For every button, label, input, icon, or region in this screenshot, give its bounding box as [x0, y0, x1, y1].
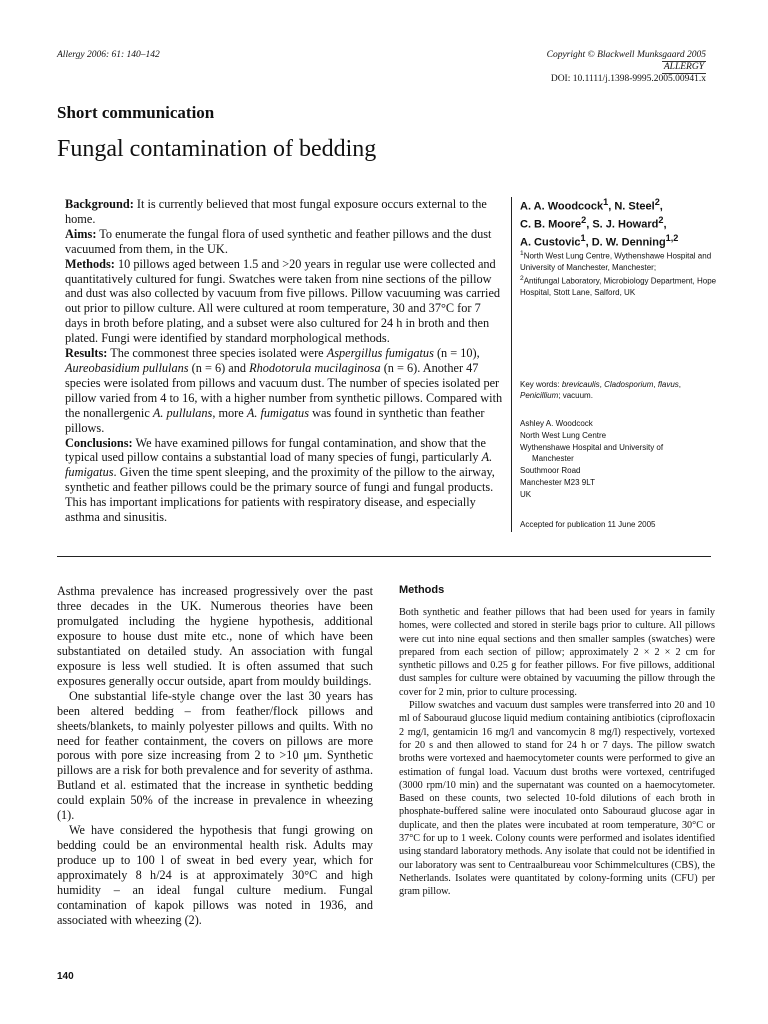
- aims-text: To enumerate the fungal flora of used synthetic and feather pillows and the dust vacuumed from them, in the UK.: [65, 226, 492, 256]
- keywords-label: Key words:: [520, 380, 560, 389]
- body-paragraph: One substantial life-style change over the last 30 years has been altered bedding – from feather/flock pillows and sheets/blankets, to mainly polyester pillows and quilts. With no need for feather containment, the covers on pillows are more porous with pore size increasing from 2 to >10 μm. Synthetic pillows are a risk for both prevalence and for severity of asthma. Butland et al. estimated that the increase in synthetic bedding could explain 50% of the increase in prevalence in wheezing (1).: [57, 688, 373, 823]
- address-line: UK: [520, 489, 532, 499]
- results-text: , more: [212, 405, 244, 420]
- affiliations: [520, 248, 720, 298]
- methods-heading: Methods: [399, 584, 445, 596]
- aff-sup: 2: [658, 214, 664, 225]
- keyword: Penicillium: [520, 391, 559, 401]
- abstract-aims: [65, 227, 505, 257]
- body-paragraph: Both synthetic and feather pillows that had been used for years in family homes, were collected and stored in sterile bags prior to culture. All pillows were cut into nine equal sections and then smaller samples (swatches) were prepared from each section of pillow; approximately 2 × 2 × 2 cm for synthetic pillows and 0.25 g for feather pillows. For five pillows, additional dust samples for culture were obtained by vacuuming the pillow through the cover for 2 min, prior to culture processing.: [399, 607, 715, 698]
- abstract-divider: [511, 197, 512, 532]
- address-line: Wythenshawe Hospital and University of: [520, 442, 664, 452]
- background-label: Background:: [65, 197, 134, 211]
- body-paragraph: Pillow swatches and vacuum dust samples were transferred into 20 and 10 ml of Sabouraud glucose liquid medium containing antibiotics (ciprofloxacin 2 mg/l, gentamicin 16 mg/l and vancomycin 8 mg/l) respectively, vortexed for 20 s and then allowed to stand for 24 h or 7 days. The pillow swatch broths were vortexed and haemocytometer counts were performed to give an estimation of fungal load. Vacuum dust broths were vortexed, centrifuged (3000 rpm/10 min) and the supernatant was counted on a haemocytometer. Based on these counts, two selected 10-fold dilutions of each broth in phosphate-buffered saline were inoculated onto Sabouraud glucose agar in duplicate, and then the plates were incubated at room temperature, 30°C or 37°C for up to 1 week. Colony counts were performed and isolates identified using standard laboratory methods. Any isolate that could not be identified in our laboratory was sent to Centraalbureau voor Schimmelcultures (CBS), the Netherlands. Isolates were quantitated by colony-forming units (CFU) per gram pillow.: [399, 700, 715, 898]
- authors: [520, 196, 720, 250]
- conclusions-label: Conclusions:: [65, 435, 133, 450]
- keyword: brevicaulis: [561, 380, 600, 389]
- correspondence-address: [520, 418, 720, 501]
- results-label: Results:: [65, 346, 108, 361]
- species-name: Aureobasidium pullulans: [65, 360, 189, 375]
- species-name: A. fumigatus: [65, 450, 493, 480]
- aff-sup: 1: [520, 250, 524, 257]
- aff-sup: 2: [520, 275, 524, 283]
- keyword: vacuum.: [562, 391, 593, 401]
- species-name: A. fumigatus: [246, 405, 309, 420]
- affiliation: North West Lung Centre, Wythenshawe Hospital and University of Manchester, Manchester;: [520, 251, 712, 272]
- abstract: [65, 197, 505, 525]
- keyword: Cladosporium: [604, 380, 654, 389]
- aims-label: Aims:: [65, 226, 97, 241]
- author-sep: ,: [659, 200, 663, 213]
- author: , S. J. Howard: [586, 218, 659, 231]
- species-name: Rhodotorula mucilaginosa: [249, 360, 381, 375]
- author: C. B. Moore: [520, 218, 582, 231]
- abstract-results: [65, 346, 505, 435]
- address-line: North West Lung Centre: [520, 430, 607, 440]
- results-text: (n = 10),: [436, 346, 480, 361]
- journal-header: [547, 50, 706, 85]
- aff-sup: 2: [654, 197, 660, 207]
- journal-name: ALLERGY: [663, 62, 704, 72]
- citation: Allergy 2006: 61: 140–142: [57, 50, 160, 60]
- aff-sup: 2: [581, 214, 587, 225]
- article-type: Short communication: [57, 103, 215, 122]
- page-number: 140: [57, 971, 74, 982]
- aff-sup: 1: [580, 232, 586, 243]
- copyright: Copyright © Blackwell Munksgaard 2005: [546, 50, 706, 60]
- article-title: Fungal contamination of bedding: [57, 136, 377, 162]
- conclusions-text: . Given the time spent sleeping, and the proximity of the pillow to the airway, synthetic and feather pillows could be the primary source of fungi and fungal products. This has important implications for patients with respiratory disease, and especially asthma and sinusitis.: [65, 465, 495, 525]
- body-column-right: [399, 606, 715, 899]
- species-name: A. pullulans: [152, 405, 213, 420]
- results-text: (n = 6). Another 47 species were isolated from pillows and vacuum dust. The number of species isolated per pillow varied from 4 to 16, with a higher number from synthetic pillows. Compared with the nonallergenic: [65, 360, 503, 420]
- author: A. Custovic: [520, 236, 581, 249]
- keywords: Key words: brevicaulis, Cladosporium, flavus, Penicillium; vacuum.: [520, 380, 682, 401]
- aff-sup: 1: [603, 197, 609, 207]
- background-text: It is currently believed that most fungal exposure occurs external to the home.: [65, 197, 487, 226]
- results-text: was found in synthetic than feather pillows.: [65, 405, 485, 435]
- section-rule: [57, 556, 711, 557]
- aff-sup: 1,2: [665, 232, 679, 243]
- body-column-left: [57, 584, 373, 928]
- body-paragraph: Asthma prevalence has increased progressively over the past three decades in the UK. Numerous theories have been promulgated including the hygiene hypothesis, additional exposure to house dust mite etc., none of which have been substantiated on detailed study. An association with fungal exposure is less well studied. It is often assumed that such exposures generally occur outside, apart from mouldy buildings.: [57, 584, 373, 688]
- affiliation: Antifungal Laboratory, Microbiology Department, Hope Hospital, Stott Lane, Salford, UK: [520, 276, 717, 297]
- abstract-background: [65, 197, 505, 227]
- address-line: Ashley A. Woodcock: [520, 419, 593, 428]
- species-name: Aspergillus fumigatus: [326, 346, 434, 361]
- methods-label: Methods:: [65, 256, 115, 271]
- results-text: (n = 6) and: [191, 360, 247, 375]
- doi: DOI: 10.1111/j.1398-9995.2005.00941.x: [550, 74, 706, 84]
- keyword: flavus: [657, 380, 679, 389]
- results-text: The commonest three species isolated were: [110, 346, 324, 361]
- accepted-date: Accepted for publication 11 June 2005: [520, 520, 656, 529]
- conclusions-text: We have examined pillows for fungal contamination, and show that the typical used pillow contains a substantial load of many species of fungi, particularly: [65, 435, 486, 465]
- author: , N. Steel: [608, 200, 655, 213]
- address-line: Manchester: [532, 454, 574, 464]
- abstract-conclusions: [65, 436, 505, 525]
- author: A. A. Woodcock: [520, 200, 604, 213]
- methods-text: 10 pillows aged between 1.5 and >20 years in regular use were collected and quantitatively cultured for fungi. Swatches were taken from nine sections of the pillow and dust was also collected by vacuum from five pillows. Pillow vacuuming was carried out prior to pillow culture. All were cultured at room temperature, 30 and 37°C for 7 days in broth before plating, and a subset were also cultured for 24 h in broth and then plated. Fungi were identified by standard morphological methods.: [65, 256, 501, 346]
- author-sep: ,: [663, 218, 667, 231]
- author: , D. W. Denning: [585, 236, 666, 249]
- address-line: Southmoor Road: [520, 466, 581, 476]
- address-line: Manchester M23 9LT: [520, 477, 595, 487]
- body-paragraph: We have considered the hypothesis that fungi growing on bedding could be an environmental health risk. Adults may produce up to 100 l of sweat in bed every year, which for approximately 8 h/24 is at approximately 30°C and high humidity – an ideal fungal culture medium. Fungal contamination of kapok pillows was noted in 1936, and associated with wheezing (2).: [57, 823, 373, 927]
- abstract-methods: [65, 257, 505, 346]
